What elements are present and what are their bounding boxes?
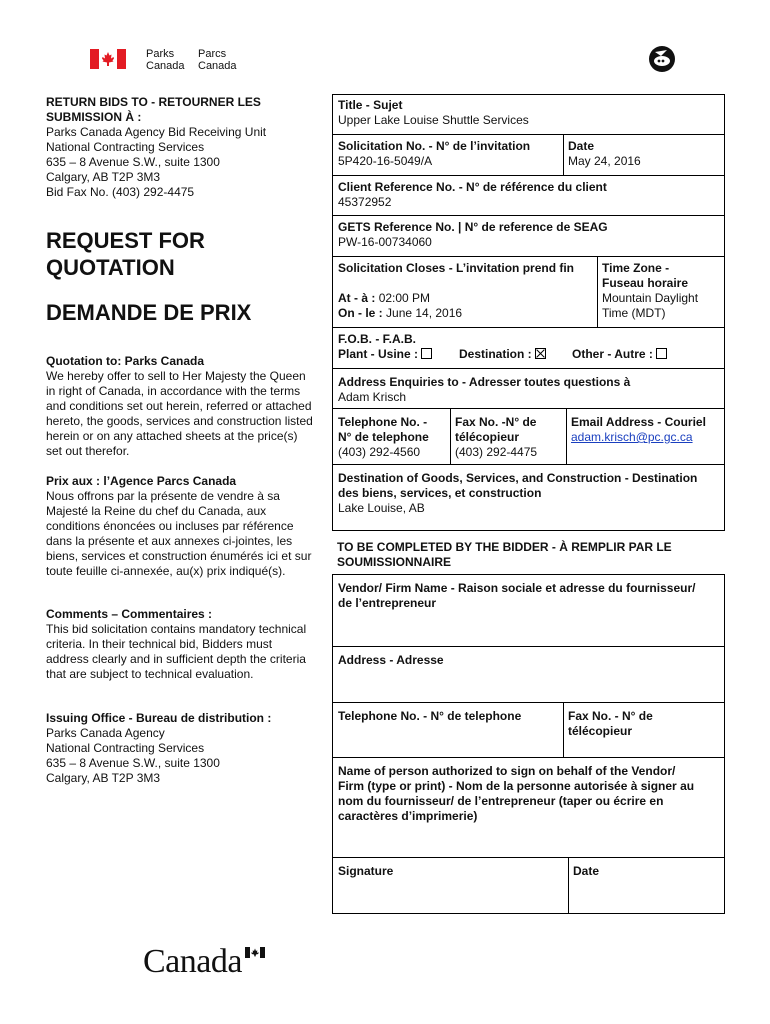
client-reference-value: 45372952 [338,195,392,209]
destination-of-goods-cell [333,469,724,518]
on-value: June 14, 2016 [386,306,463,320]
time-zone-label-1: Time Zone - [602,261,670,275]
date-value: May 24, 2016 [568,154,641,168]
parks-en-1: Parks [146,48,175,60]
return-bids-title-2: SUBMISSION À : [46,110,142,124]
telephone-label-2: N° de telephone [338,430,429,444]
parks-canada-logo [90,48,250,72]
at-value: 02:00 PM [378,291,431,305]
on-label: On - le : [338,306,383,320]
signature-field[interactable] [333,862,568,881]
gets-reference-label: GETS Reference No. | N° de reference de SEAG [338,220,608,234]
email-cell [566,413,724,447]
parks-canada-beaver-emblem-icon [647,44,677,74]
return-bids-title-1: RETURN BIDS TO - RETOURNER LES [46,95,261,109]
return-bids-line: Parks Canada Agency Bid Receiving Unit [46,125,267,139]
return-bids-line: National Contracting Services [46,140,205,154]
destination-of-goods-label-2: des biens, services, et construction [338,486,542,500]
fax-label-2: télécopieur [455,430,520,444]
return-bids-line: 635 – 8 Avenue S.W., suite 1300 [46,155,220,169]
at-label: At - à : [338,291,376,305]
comments-line: This bid solicitation contains mandatory technical [46,622,307,636]
issuing-office-title: Issuing Office - Bureau de distribution : [46,711,272,725]
comments-line: that are subject to technical evaluation. [46,667,254,681]
prix-aux-line: dans la présente et aux annexes ci-jointes, les [46,534,293,548]
canada-wordmark [143,942,268,982]
title-cell [333,96,723,130]
enquiries-value: Adam Krisch [338,390,407,404]
fax-label-1: Fax No. -N° de [455,415,537,429]
parks-en-2: Canada [146,60,185,72]
quotation-to-line: in right of Canada, in accordance with the terms [46,384,301,398]
prix-aux-section [46,474,331,579]
time-zone-value-1: Mountain Daylight [602,291,699,305]
fob-label: F.O.B. - F.A.B. [338,332,416,346]
rfq-heading [46,227,205,281]
quotation-to-line: herein or on any attached sheets at the price(s) [46,429,298,443]
email-link[interactable]: adam.krisch@pc.gc.ca [571,430,693,444]
demande-de-prix-heading: DEMANDE DE PRIX [46,300,252,325]
parks-fr-1: Parcs [198,48,227,60]
return-bids-line: Calgary, AB T2P 3M3 [46,170,161,184]
time-zone-cell [597,259,723,323]
canada-wordmark-flag-icon [245,947,265,958]
enquiries-label: Address Enquiries to - Adresser toutes questions à [338,375,631,389]
quotation-to-title: Quotation to: Parks Canada [46,354,205,368]
rfq-heading-1: REQUEST FOR [46,228,205,253]
bidder-heading-1: TO BE COMPLETED BY THE BIDDER - À REMPLIR PAR LE [337,540,672,554]
authorized-person-label-4: caractères d’imprimerie) [338,809,478,823]
solicitation-number-label: Solicitation No. - N° de l’invitation [338,139,531,153]
bidder-date-field[interactable] [568,862,724,881]
vendor-name-label-2: de l’entrepreneur [338,596,437,610]
telephone-value: (403) 292-4560 [338,445,421,459]
solicitation-number-cell [333,137,563,171]
comments-line: criteria. In their technical bid, Bidders must [46,637,273,651]
email-label: Email Address - Couriel [571,415,706,429]
client-reference-cell [333,178,723,212]
authorized-person-field[interactable] [333,762,723,826]
other-label: Other - Autre : [572,347,653,361]
time-zone-label-2: Fuseau horaire [602,276,689,290]
destination-checkbox[interactable] [535,348,546,359]
bidder-date-label: Date [573,864,600,878]
address-field[interactable] [333,651,723,670]
authorized-person-label-2: Firm (type or print) - Nom de la personne autorisée à signer au [338,779,695,793]
date-label: Date [568,139,595,153]
title-value: Upper Lake Louise Shuttle Services [338,113,529,127]
gets-reference-value: PW-16-00734060 [338,235,432,249]
rfq-heading-2: QUOTATION [46,255,175,280]
issuing-office-line: Calgary, AB T2P 3M3 [46,771,161,785]
bidder-heading-2: SOUMISSIONNAIRE [337,555,452,569]
prix-aux-line: toute feuille ci-annexée, au(x) prix indiqué(s). [46,564,286,578]
authorized-person-label-3: nom du fournisseur/ de l’entrepreneur (taper ou écrire en [338,794,664,808]
prix-aux-line: biens, services et construction énumérés ici et sur [46,549,312,563]
quotation-to-line: hereto, the goods, services and construction listed [46,414,313,428]
bidder-telephone-label: Telephone No. - N° de telephone [338,709,522,723]
return-bids-line: Bid Fax No. (403) 292-4475 [46,185,195,199]
prix-aux-title: Prix aux : l’Agence Parcs Canada [46,474,237,488]
quotation-to-line: set out therefor. [46,444,130,458]
issuing-office-section [46,711,331,786]
comments-section [46,607,331,682]
plant-label: Plant - Usine : [338,347,419,361]
quotation-to-line: and conditions set out herein, referred or attached [46,399,312,413]
fax-cell [450,413,566,462]
authorized-person-label-1: Name of person authorized to sign on behalf of the Vendor/ [338,764,676,778]
bidder-fax-field[interactable] [563,707,723,741]
time-zone-value-2: Time (MDT) [602,306,666,320]
solicitation-closes-cell [333,259,597,323]
issuing-office-line: 635 – 8 Avenue S.W., suite 1300 [46,756,220,770]
address-label: Address - Adresse [338,653,444,667]
bidder-fax-label-2: télécopieur [568,724,633,738]
other-checkbox[interactable] [656,348,667,359]
gets-reference-cell [333,218,723,252]
comments-title: Comments – Commentaires : [46,607,213,621]
canada-flag-icon [90,49,126,69]
destination-of-goods-value: Lake Louise, AB [338,501,425,515]
title-label: Title - Sujet [338,98,403,112]
signature-label: Signature [338,864,394,878]
fob-cell [333,330,723,364]
prix-aux-line: Majesté la Reine du chef du Canada, aux [46,504,267,518]
comments-line: address clearly and in sufficient depth the criteria [46,652,306,666]
destination-label: Destination : [459,347,532,361]
bidder-telephone-field[interactable] [333,707,563,726]
telephone-label-1: Telephone No. - [338,415,428,429]
destination-of-goods-label-1: Destination of Goods, Services, and Construction - Destination [338,471,698,485]
quotation-to-line: We hereby offer to sell to Her Majesty the Queen [46,369,306,383]
date-cell [563,137,723,171]
prix-aux-line: conditions énoncées ou incluses par référence [46,519,294,533]
quotation-to-section [46,354,331,459]
bidder-fax-label-1: Fax No. - N° de [568,709,653,723]
telephone-cell [333,413,450,462]
vendor-name-field[interactable] [333,579,723,613]
return-bids-section [46,95,326,200]
fax-value: (403) 292-4475 [455,445,538,459]
prix-aux-line: Nous offrons par la présente de vendre à sa [46,489,280,503]
solicitation-closes-label: Solicitation Closes - L’invitation prend fin [338,261,575,275]
solicitation-number-value: 5P420-16-5049/A [338,154,433,168]
plant-checkbox[interactable] [421,348,432,359]
enquiries-cell [333,373,723,407]
issuing-office-line: National Contracting Services [46,741,205,755]
parks-fr-2: Canada [198,60,237,72]
bidder-heading [337,540,672,570]
client-reference-label: Client Reference No. - N° de référence du client [338,180,607,194]
canada-wordmark-text: Canada [143,943,242,980]
vendor-name-label-1: Vendor/ Firm Name - Raison sociale et adresse du fournisseur/ [338,581,696,595]
issuing-office-line: Parks Canada Agency [46,726,165,740]
